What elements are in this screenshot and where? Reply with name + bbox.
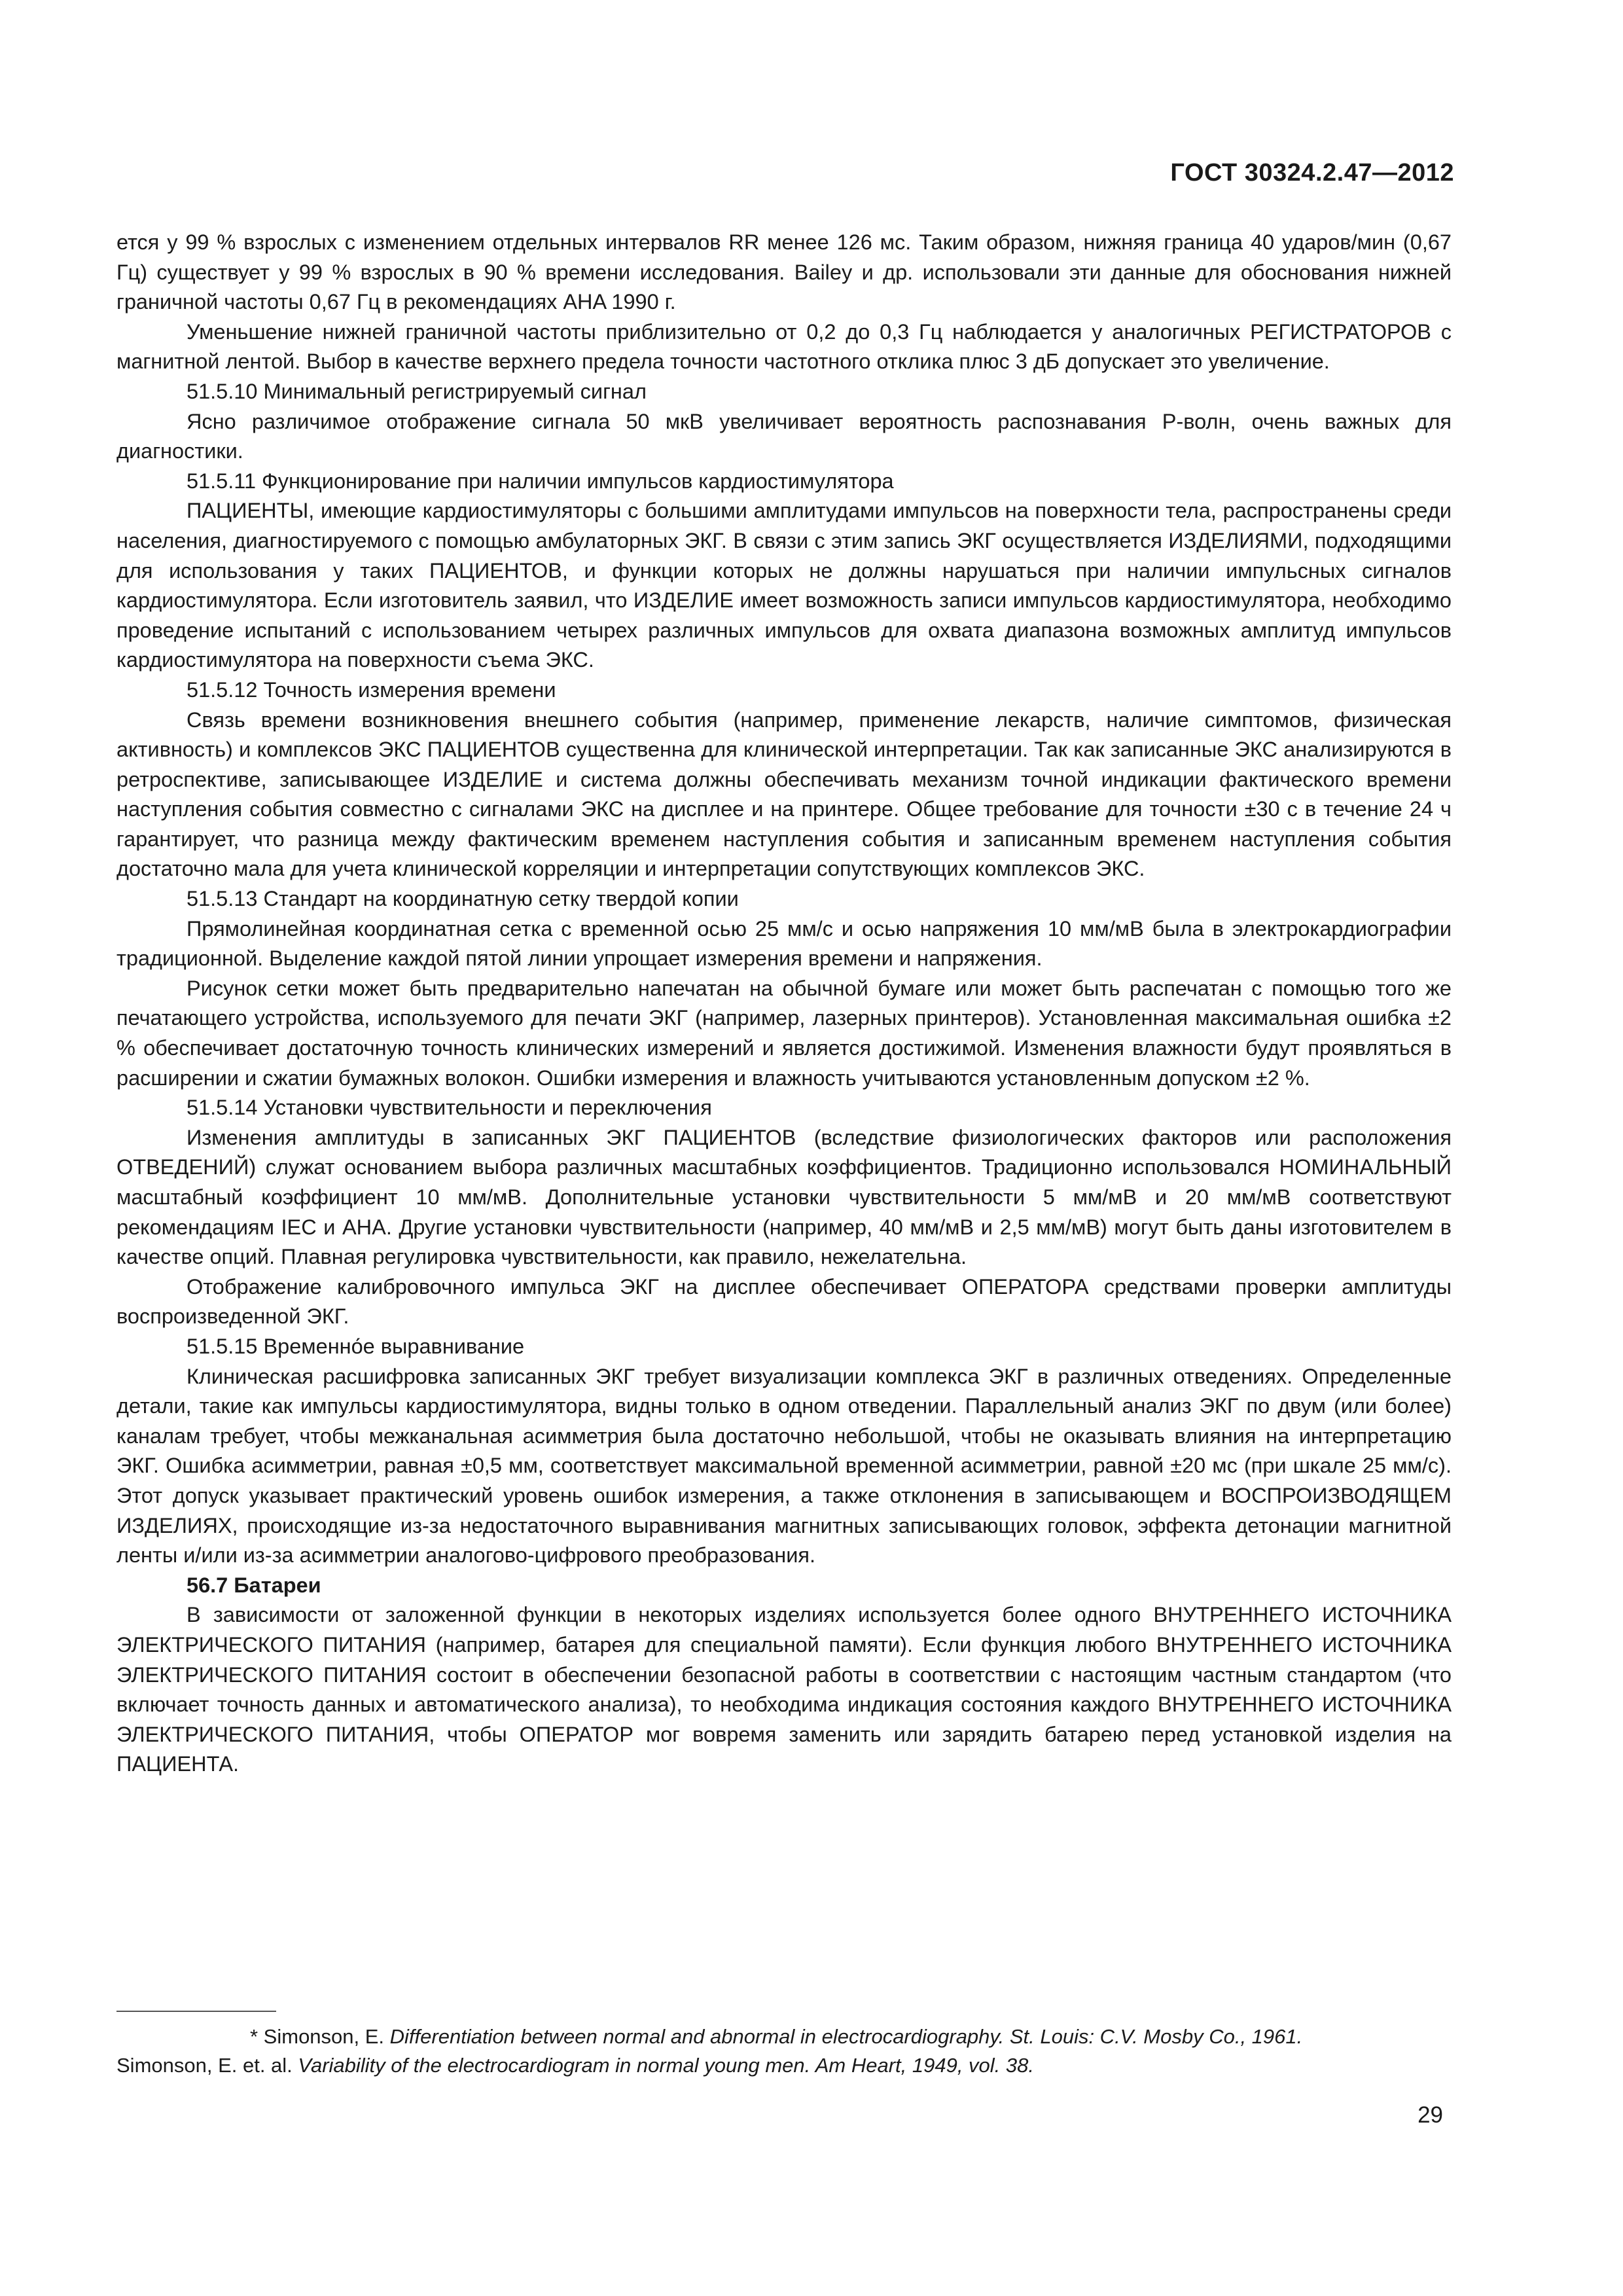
paragraph: Клиническая расшифровка записанных ЭКГ требует визуализации комплекса ЭКГ в различных отведениях. Определенные детали, такие как импульсы кардиостимулятора, видны только в одном отведении. Параллельный анализ ЭКГ по двум (или более) каналам требует, чтобы межканальная асимметрия была достаточно небольшой, чтобы не оказывать влияния на интерпретацию ЭКГ. Ошибка асимметрии, равная ±0,5 мм, соответствует максимальной временной асимметрии, равной ±20 мс (при шкале 25 мм/с). Этот допуск указывает практический уровень ошибок измерения, а также отклонения в записывающем и ВОСПРОИЗВОДЯЩЕМ ИЗДЕЛИЯХ, происходящие из-за недостаточного выравнивания магнитных записывающих головок, эффекта детонации магнитной ленты и/или из-за асимметрии аналогово-цифрового преобразования. — [116, 1364, 1452, 1568]
paragraph: Уменьшение нижней граничной частоты приблизительно от 0,2 до 0,3 Гц наблюдается у аналогичных РЕГИСТРАТОРОВ с магнитной лентой. Выбор в качестве верхнего предела точности частотного отклика плюс 3 дБ допускает это увеличение. — [116, 319, 1452, 374]
footnote-1-title: Differentiation between normal and abnormal in electrocardiography. St. Louis: C.V. Mosby Co., 1961. — [389, 2025, 1303, 2048]
footnote-1 — [116, 2022, 1452, 2051]
paragraph: В зависимости от заложенной функции в некоторых изделиях используется более одного ВНУТРЕННЕГО ИСТОЧНИКА ЭЛЕКТРИЧЕСКОГО ПИТАНИЯ (например, батарея для специальной памяти). Если функция любого ВНУТРЕННЕГО ИСТОЧНИКА ЭЛЕКТРИЧЕСКОГО ПИТАНИЯ состоит в обеспечении безопасной работы в соответствии с настоящим частным стандартом (что включает точность данных и автоматического анализа), то необходима индикация состояния каждого ВНУТРЕННЕГО ИСТОЧНИКА ЭЛЕКТРИЧЕСКОГО ПИТАНИЯ, чтобы ОПЕРАТОР мог вовремя заменить или зарядить батарею перед установкой изделия на ПАЦИЕНТА. — [116, 1603, 1452, 1776]
footnote-2-title: Variability of the electrocardiogram in normal young men. Am Heart, 1949, vol. 38. — [298, 2054, 1035, 2077]
section-heading-51-5-11: 51.5.11 Функционирование при наличии импульсов кардиостимулятора — [187, 469, 894, 493]
footnote-1-author: * Simonson, E. — [250, 2025, 390, 2048]
footnote-2 — [116, 2051, 1452, 2080]
paragraph: Прямолинейная координатная сетка с временной осью 25 мм/с и осью напряжения 10 мм/мВ была в электрокардиографии традиционной. Выделение каждой пятой линии упрощает измерения времени и напряжения. — [116, 916, 1452, 971]
page-number: 29 — [1418, 2102, 1443, 2128]
body-text — [116, 228, 1452, 1780]
paragraph: Рисунок сетки может быть предварительно напечатан на обычной бумаге или может быть распечатан с помощью того же печатающего устройства, используемого для печати ЭКГ (например, лазерных принтеров). Установленная максимальная ошибка ±2 % обеспечивает достаточную точность клинических измерений и является достижимой. Изменения влажности будут проявляться в расширении и сжатии бумажных волокон. Ошибки измерения и влажность учитываются установленным допуском ±2 %. — [116, 976, 1452, 1090]
section-heading-51-5-14: 51.5.14 Установки чувствительности и переключения — [187, 1096, 712, 1120]
paragraph: Ясно различимое отображение сигнала 50 мкВ увеличивает вероятность распознавания P-волн, очень важных для диагностики. — [116, 409, 1452, 463]
paragraph-continuation: ется у 99 % взрослых с изменением отдельных интервалов RR менее 126 мс. Таким образом, нижняя граница 40 ударов/мин (0,67 Гц) существует у 99 % взрослых в 90 % времени исследования. Bailey и др. использовали эти данные для обоснования нижней граничной частоты 0,67 Гц в рекомендациях AHA 1990 г. — [116, 230, 1452, 314]
paragraph: ПАЦИЕНТЫ, имеющие кардиостимуляторы с большими амплитудами импульсов на поверхности тела, распространены среди населения, диагностируемого с помощью амбулаторных ЭКГ. В связи с этим запись ЭКГ осуществляется ИЗДЕЛИЯМИ, подходящими для использования у таких ПАЦИЕНТОВ, и функции которых не должны нарушаться при наличии импульсных сигналов кардиостимулятора. Если изготовитель заявил, что ИЗДЕЛИЕ имеет возможность записи импульсов кардиостимулятора, необходимо проведение испытаний с использованием четырех различных импульсов для охвата диапазона возможных амплитуд импульсов кардиостимулятора на поверхности съема ЭКС. — [116, 499, 1452, 672]
footnotes — [116, 2022, 1452, 2080]
section-heading-51-5-12: 51.5.12 Точность измерения времени — [187, 677, 556, 702]
section-heading-56-7: 56.7 Батареи — [187, 1573, 321, 1597]
paragraph: Связь времени возникновения внешнего события (например, применение лекарств, наличие симптомов, физическая активность) и комплексов ЭКС ПАЦИЕНТОВ существенна для клинической интерпретации. Так как записанные ЭКС анализируются в ретроспективе, записывающее ИЗДЕЛИЕ и система должны обеспечивать механизм точной индикации фактического времени наступления события совместно с сигналами ЭКС на дисплее и на принтере. Общее требование для точности ±30 с в течение 24 ч гарантирует, что разница между фактическим временем наступления события и записанным временем наступления события достаточно мала для учета клинической корреляции и интерпретации сопутствующих комплексов ЭКС. — [116, 708, 1452, 881]
paragraph: Отображение калибровочного импульса ЭКГ на дисплее обеспечивает ОПЕРАТОРА средствами проверки амплитуды воспроизведенной ЭКГ. — [116, 1274, 1452, 1329]
section-heading-51-5-10: 51.5.10 Минимальный регистрируемый сигнал — [187, 379, 647, 403]
section-heading-51-5-13: 51.5.13 Стандарт на координатную сетку твердой копии — [187, 887, 739, 911]
footnote-2-author: Simonson, E. et. al. — [116, 2054, 298, 2077]
paragraph: Изменения амплитуды в записанных ЭКГ ПАЦИЕНТОВ (вследствие физиологических факторов или расположения ОТВЕДЕНИЙ) служат основанием выбора различных масштабных коэффициентов. Традиционно использовался НОМИНАЛЬНЫЙ масштабный коэффициент 10 мм/мВ. Дополнительные установки чувствительности 5 мм/мВ и 20 мм/мВ соответствуют рекомендациям IEC и AHA. Другие установки чувствительности (например, 40 мм/мВ и 2,5 мм/мВ) могут быть даны изготовителем в качестве опций. Плавная регулировка чувствительности, как правило, нежелательна. — [116, 1125, 1452, 1269]
section-heading-51-5-15: 51.5.15 Временно́е выравнивание — [187, 1334, 525, 1358]
footnote-separator — [116, 2011, 276, 2012]
document-header: ГОСТ 30324.2.47—2012 — [1170, 159, 1454, 187]
